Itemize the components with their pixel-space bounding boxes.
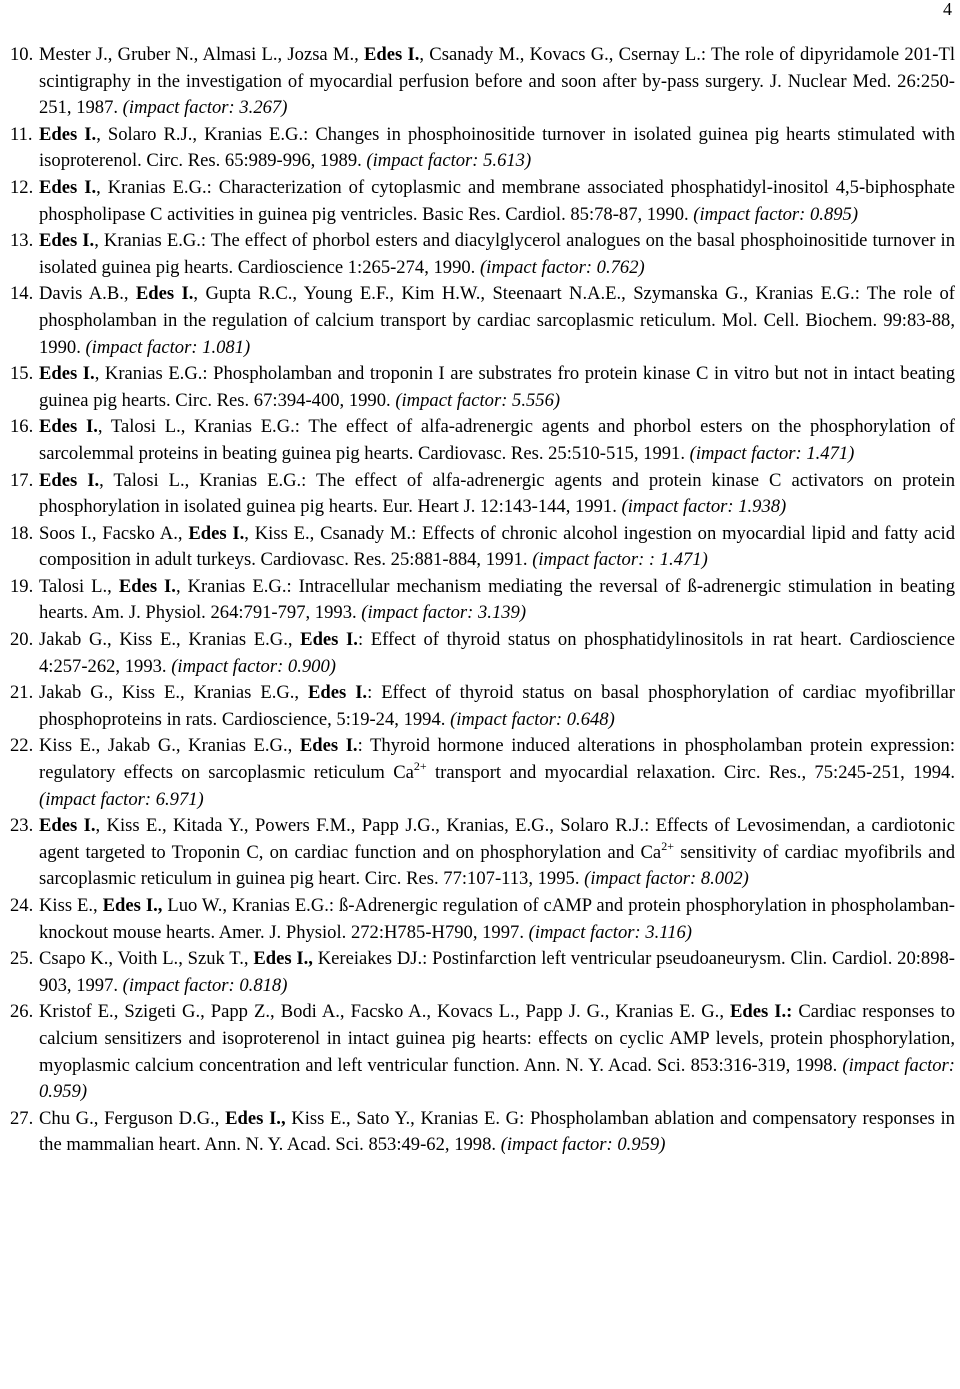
reference-number: 12.: [10, 176, 34, 198]
citation-text: Csapo K., Voith L., Szuk T.,: [39, 948, 254, 970]
highlighted-author: Edes I.: [308, 682, 368, 704]
reference-item: [10, 228, 955, 281]
reference-item: [10, 122, 955, 175]
reference-text: [39, 895, 955, 943]
citation-text: , Kiss E., Csanady M.: Effects of chronic alcohol ingestion on myocardial lipid and fatty acid composition in adult turkeys. Cardiovasc. Res. 25:881-884, 1991.: [39, 522, 955, 571]
reference-item: [10, 946, 955, 999]
citation-text: transport and myocardial relaxation. Circ. Res., 75:245-251, 1994.: [426, 762, 955, 784]
highlighted-author: Edes I.: [39, 123, 97, 145]
reference-text: [39, 470, 955, 518]
impact-factor: (impact factor: 0.648): [450, 708, 615, 730]
citation-text: Jakab G., Kiss E., Kranias E.G.,: [39, 629, 301, 651]
citation-text: , Talosi L., Kranias E.G.: The effect of alfa-adrenergic agents and phorbol esters on the phosphorylation of sarcolemmal proteins in beating guinea pig hearts. Cardiovasc. Res. 25:510-515, 1991.: [39, 416, 956, 464]
reference-item: [10, 1106, 955, 1159]
impact-factor: (impact factor: 1.938): [621, 496, 787, 518]
citation-text: , Gupta R.C., Young E.F., Kim H.W., Steenaart N.A.E., Szymanska G., Kranias E.G.: The role of phospholamban in the regulation of calcium transport by cardiac sarcoplasmic reticulum. Mol. Cell. Biochem. 99:83-88, 1990.: [39, 283, 955, 358]
highlighted-author: Edes I.: [299, 735, 358, 757]
impact-factor: (impact factor: 1.081): [85, 336, 251, 358]
reference-number: 17.: [10, 469, 34, 491]
reference-text: [39, 1001, 955, 1102]
reference-list: [10, 42, 955, 1159]
highlighted-author: Edes I.: [118, 575, 176, 597]
reference-item: [10, 813, 955, 893]
reference-item: [10, 414, 955, 467]
reference-item: [10, 281, 955, 361]
highlighted-author: Edes I.: [188, 522, 245, 544]
reference-number: 10.: [10, 44, 34, 65]
citation-text: sensitivity of cardiac myofibrils and sarcoplasmic reticulum in guinea pig heart. Circ. Res. 77:107-113, 1995.: [39, 841, 955, 890]
reference-text: [39, 523, 955, 571]
highlighted-author: Edes I.,: [253, 948, 313, 970]
citation-text: : Effect of thyroid status on basal phosphorylation of cardiac myofibrillar phosphoproteins in rats. Cardioscience, 5:19-24, 1994.: [39, 682, 955, 730]
reference-text: [39, 44, 955, 118]
citation-text: : Effect of thyroid status on phosphatidylinositols in rat heart. Cardioscience 4:257-262, 1993.: [39, 629, 956, 677]
reference-number: 16.: [10, 416, 34, 438]
citation-text: Kristof E., Szigeti G., Papp Z., Bodi A., Facsko A., Kovacs L., Papp J. G., Kranias E. G.,: [39, 1001, 730, 1023]
citation-text: Davis A.B.,: [39, 283, 136, 305]
citation-text: Jakab G., Kiss E., Kranias E.G.,: [39, 682, 309, 704]
impact-factor: (impact factor: : 1.471): [532, 549, 708, 571]
highlighted-author: Edes I.: [39, 363, 95, 385]
citation-text: , Solaro R.J., Kranias E.G.: Changes in phosphoinositide turnover in isolated guinea pig hearts stimulated with isoproterenol. Circ. Res. 65:989-996, 1989.: [39, 123, 956, 172]
reference-item: [10, 42, 955, 122]
reference-number: 20.: [10, 629, 34, 651]
reference-text: [39, 576, 955, 624]
citation-text: Talosi L.,: [39, 575, 119, 597]
highlighted-author: Edes I.: [39, 176, 97, 198]
reference-number: 15.: [10, 363, 34, 385]
impact-factor: (impact factor: 3.139): [361, 602, 527, 624]
citation-text: , Csanady M., Kovacs G., Csernay L.: The role of dipyridamole 201-Tl scintigraphy in the investigation of myocardial perfusion before and soon after by-pass surgery. J. Nuclear Med. 26:250-251, 1987.: [39, 44, 956, 119]
reference-text: [39, 177, 955, 225]
reference-text: [39, 815, 955, 889]
reference-number: 27.: [10, 1107, 34, 1129]
reference-item: [10, 733, 955, 813]
citation-text: Luo W., Kranias E.G.: ß-Adrenergic regulation of cAMP and protein phosphorylation in phospholamban-knockout mouse hearts. Amer. J. Physiol. 272:H785-H790, 1997.: [39, 895, 955, 943]
reference-number: 13.: [10, 230, 34, 252]
reference-number: 23.: [10, 815, 34, 837]
reference-text: [39, 735, 955, 809]
citation-text: Soos I., Facsko A.,: [39, 522, 189, 544]
superscript-charge: 2+: [413, 758, 427, 773]
impact-factor: (impact factor: 0.818): [122, 974, 288, 996]
reference-text: [39, 1108, 955, 1156]
reference-item: [10, 574, 955, 627]
impact-factor: (impact factor: 3.116): [528, 921, 692, 943]
citation-text: Kereiakes DJ.: Postinfarction left ventricular pseudoaneurysm. Clin. Cardiol. 20:898-903, 1997.: [39, 948, 955, 996]
citation-text: , Kranias E.G.: Intracellular mechanism mediating the reversal of ß-adrenergic stimulation in beating hearts. Am. J. Physiol. 264:791-797, 1993.: [39, 575, 955, 624]
highlighted-author: Edes I.: [39, 230, 95, 252]
reference-number: 25.: [10, 948, 34, 970]
citation-text: Mester J., Gruber N., Almasi L., Jozsa M.,: [39, 44, 365, 65]
reference-number: 22.: [10, 735, 34, 757]
citation-text: , Kranias E.G.: The effect of phorbol esters and diacylglycerol analogues on the basal phosphoinositide turnover in isolated guinea pig hearts. Cardioscience 1:265-274, 1990.: [39, 230, 955, 278]
reference-number: 19.: [10, 575, 34, 597]
citation-text: Kiss E.,: [39, 895, 103, 916]
reference-item: [10, 680, 955, 733]
reference-item: [10, 999, 955, 1105]
impact-factor: (impact factor: 0.895): [693, 203, 859, 225]
reference-text: [39, 629, 955, 677]
highlighted-author: Edes I.: [135, 283, 194, 305]
highlighted-author: Edes I.: [300, 629, 358, 651]
impact-factor: (impact factor: 1.471): [689, 442, 855, 464]
reference-item: [10, 468, 955, 521]
reference-item: [10, 627, 955, 680]
impact-factor: (impact factor: 5.556): [395, 389, 561, 411]
citation-text: Kiss E., Jakab G., Kranias E.G.,: [39, 735, 300, 757]
reference-number: 18.: [10, 522, 34, 544]
citation-text: , Kranias E.G.: Phospholamban and troponin I are substrates fro protein kinase C in vitro but not in intact beating guinea pig hearts. Circ. Res. 67:394-400, 1990.: [39, 363, 956, 411]
highlighted-author: Edes I.,: [102, 895, 163, 916]
reference-number: 21.: [10, 682, 34, 704]
reference-item: [10, 893, 955, 946]
citation-text: Chu G., Ferguson D.G.,: [39, 1107, 226, 1129]
reference-text: [39, 124, 955, 172]
citation-text: : Thyroid hormone induced alterations in phospholamban protein expression: regulatory effects on sarcoplasmic reticulum Ca: [39, 735, 956, 784]
reference-item: [10, 521, 955, 574]
impact-factor: (impact factor: 0.959): [500, 1134, 666, 1156]
reference-text: [39, 682, 955, 730]
impact-factor: (impact factor: 0.959): [39, 1054, 955, 1103]
reference-item: [10, 361, 955, 414]
reference-number: 11.: [10, 123, 33, 145]
reference-text: [39, 230, 955, 278]
highlighted-author: Edes I.: [364, 44, 420, 65]
reference-text: [39, 283, 955, 357]
citation-text: Kiss E., Sato Y., Kranias E. G: Phospholamban ablation and compensatory responses in the mammalian heart. Ann. N. Y. Acad. Sci. 853:49-62, 1998.: [39, 1107, 955, 1156]
reference-number: 14.: [10, 283, 34, 305]
reference-text: [39, 948, 955, 996]
highlighted-author: Edes I.:: [730, 1001, 793, 1023]
highlighted-author: Edes I.,: [225, 1107, 286, 1129]
citation-text: , Kiss E., Kitada Y., Powers F.M., Papp J.G., Kranias, E.G., Solaro R.J.: Effects of Levosimendan, a cardiotonic agent targeted to Troponin C, on cardiac function and on phosphorylation and Ca: [39, 815, 955, 863]
highlighted-author: Edes I.: [39, 469, 100, 491]
impact-factor: (impact factor: 5.613): [366, 150, 532, 172]
highlighted-author: Edes I.: [39, 416, 98, 438]
citation-text: Cardiac responses to calcium sensitizers and isoproterenol in intact guinea pig hearts: effects on cyclic AMP levels, protein phosphorylation, myoplasmic calcium concentration and left ventricular function. Ann. N. Y. Acad. Sci. 853:316-319, 1998.: [39, 1001, 955, 1076]
reference-text: [39, 363, 955, 411]
highlighted-author: Edes I.: [39, 815, 96, 837]
citation-text: , Talosi L., Kranias E.G.: The effect of alfa-adrenergic agents and protein kinase C activators on protein phosphorylation in isolated guinea pig hearts. Eur. Heart J. 12:143-144, 1991.: [39, 469, 955, 518]
page-number: 4: [943, 0, 952, 19]
reference-text: [39, 416, 955, 464]
reference-item: [10, 175, 955, 228]
citation-text: , Kranias E.G.: Characterization of cytoplasmic and membrane associated phosphatidyl-inositol 4,5-biphosphate phospholipase C activities in guinea pig ventricles. Basic Res. Cardiol. 85:78-87, 1990.: [39, 176, 955, 225]
impact-factor: (impact factor: 6.971): [39, 788, 204, 810]
reference-number: 24.: [10, 895, 34, 916]
impact-factor: (impact factor: 3.267): [122, 97, 288, 119]
reference-number: 26.: [10, 1001, 34, 1023]
impact-factor: (impact factor: 0.762): [479, 256, 645, 278]
impact-factor: (impact factor: 0.900): [171, 655, 336, 677]
impact-factor: (impact factor: 8.002): [584, 868, 749, 890]
superscript-charge: 2+: [661, 838, 674, 853]
